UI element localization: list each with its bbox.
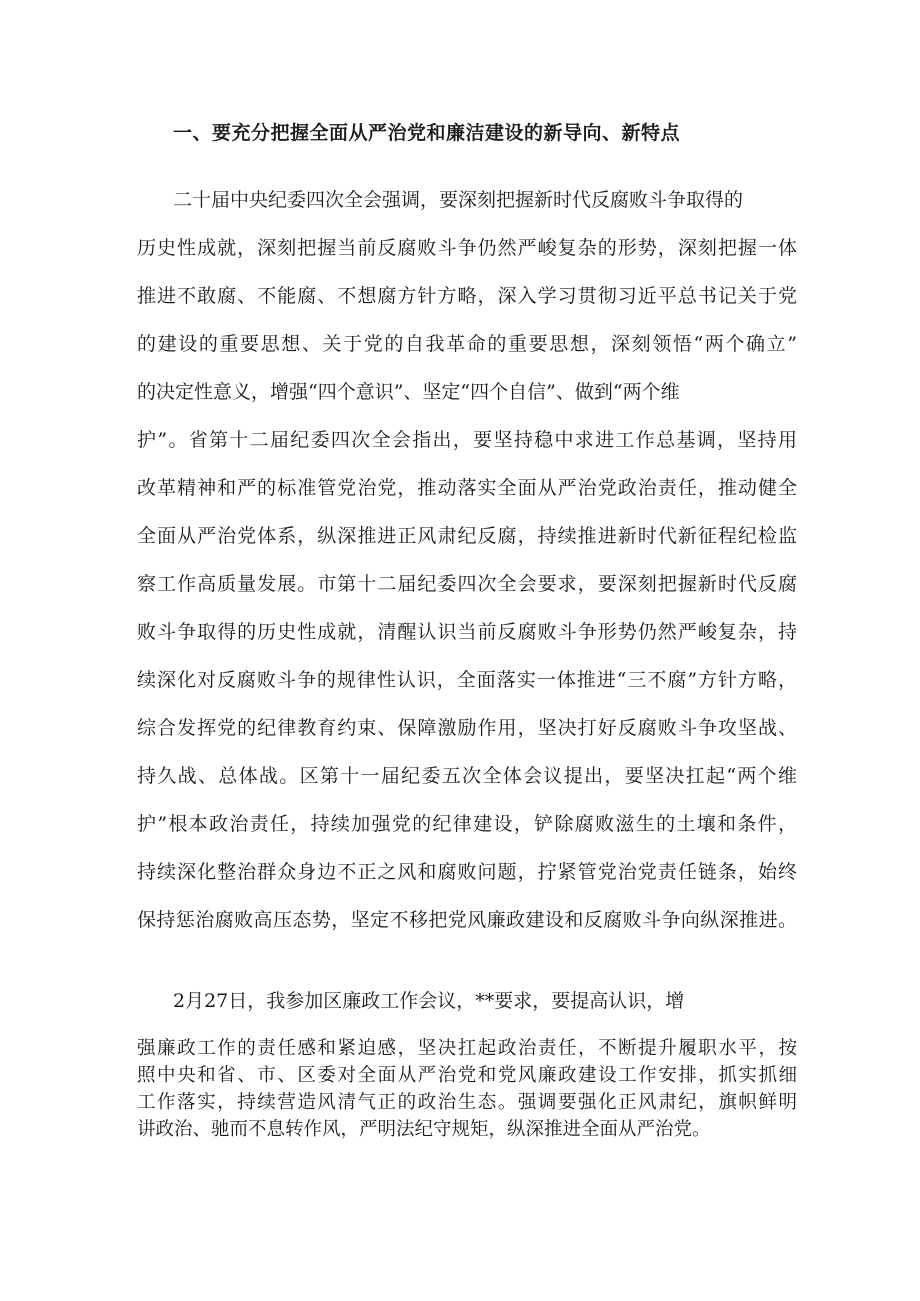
section-heading: 一、要充分把握全面从严治党和廉洁建设的新导向、新特点: [173, 122, 681, 144]
paragraph-line: 改革精神和严的标准管党治党，推动落实全面从严治党政治责任，推动健全: [137, 477, 797, 499]
paragraph-line: 察工作高质量发展。市第十二届纪委四次全会要求，要深刻把握新时代反腐: [137, 573, 797, 595]
paragraph-line: 持续深化整治群众身边不正之风和腐败问题，拧紧管党治党责任链条，始终: [137, 861, 797, 883]
paragraph-line: 护”根本政治责任，持续加强党的纪律建设，铲除腐败滋生的土壤和条件，: [137, 813, 797, 835]
paragraph-line: 保持惩治腐败高压态势，坚定不移把党风廉政建设和反腐败斗争向纵深推进。: [137, 909, 797, 931]
paragraph-line: 续深化对反腐败斗争的规律性认识，全面落实一体推进“三不腐”方针方略，: [137, 669, 797, 691]
paragraph-line: 历史性成就，深刻把握当前反腐败斗争仍然严峻复杂的形势，深刻把握一体: [137, 237, 797, 259]
paragraph-line: 败斗争取得的历史性成就，清醒认识当前反腐败斗争形势仍然严峻复杂，持: [137, 621, 797, 643]
paragraph-line: 二十届中央纪委四次全会强调，要深刻把握新时代反腐败斗争取得的: [173, 189, 744, 211]
paragraph-line: 讲政治、驰而不息转作风，严明法纪守规矩，纵深推进全面从严治党。: [137, 1119, 711, 1140]
paragraph-line: 持久战、总体战。区第十一届纪委五次全体会议提出，要坚决扛起“两个维: [137, 765, 797, 787]
paragraph-line: 全面从严治党体系，纵深推进正风肃纪反腐，持续推进新时代新征程纪检监: [137, 525, 797, 547]
paragraph-line: 强廉政工作的责任感和紧迫感，坚决扛起政治责任，不断提升履职水平，按: [137, 1038, 797, 1059]
paragraph-line: 照中央和省、市、区委对全面从严治党和党风廉政建设工作安排，抓实抓细: [137, 1065, 797, 1086]
paragraph-2-first-line: 2月27日，我参加区廉政工作会议，**要求，要提高认识，增: [173, 990, 685, 1012]
paragraph-line: 工作落实，持续营造风清气正的政治生态。强调要强化正风肃纪，旗帜鲜明: [137, 1092, 797, 1113]
paragraph-line: 的建设的重要思想、关于党的自我革命的重要思想，深刻领悟“两个确立”: [137, 333, 797, 355]
paragraph-line: 综合发挥党的纪律教育约束、保障激励作用，坚决打好反腐败斗争攻坚战、: [137, 717, 797, 739]
paragraph-line: 的决定性意义，增强“四个意识”、坚定“四个自信”、做到“两个维: [137, 381, 680, 403]
paragraph-line: 护”。省第十二届纪委四次全会指出，要坚持稳中求进工作总基调，坚持用: [137, 429, 797, 451]
paragraph-line: 推进不敢腐、不能腐、不想腐方针方略，深入学习贯彻习近平总书记关于党: [137, 285, 797, 307]
